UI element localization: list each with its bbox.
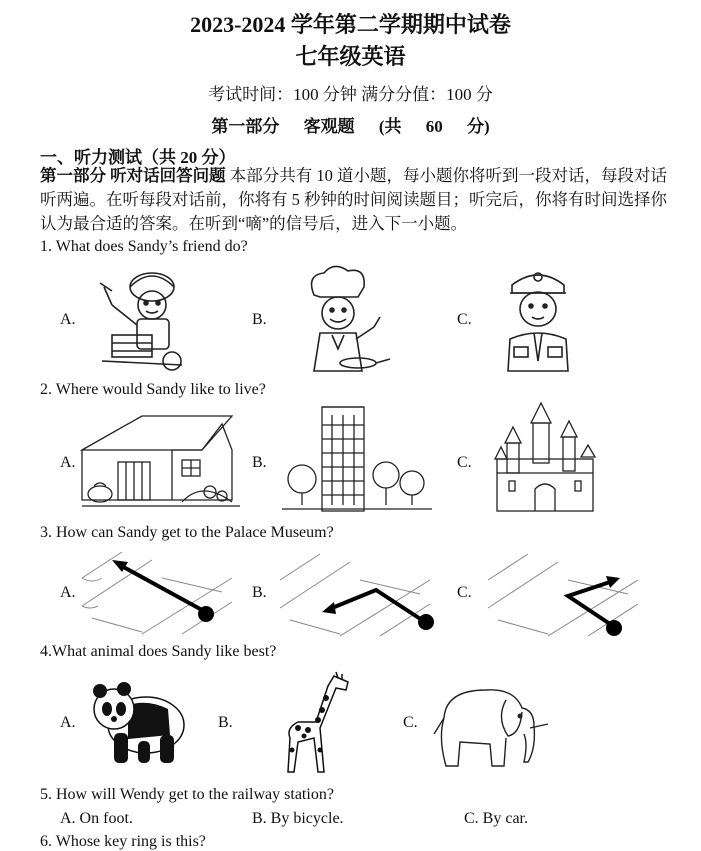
route-left-turn-picture — [280, 550, 435, 636]
question-2: 2. Where would Sandy like to live? — [40, 381, 266, 398]
instructions-text: 本部分共有 10 道小题，每小题你将听到一段对话，每段对话听两遍。在听每段对话前，你将有 5 秒钟的时间阅读题目；听完后，你将有时间选择你认为最合适的答案。在听到“嘀”的信号后，进入下一小题。 — [40, 166, 667, 233]
builder-picture — [82, 265, 202, 373]
question-4: 4.What animal does Sandy like best? — [40, 643, 277, 660]
part-score-open: (共 — [378, 117, 402, 136]
castle-picture — [495, 403, 595, 515]
q2-option-c[interactable]: C. — [457, 454, 472, 471]
q2-option-b[interactable]: B. — [252, 454, 267, 471]
exam-subtitle: 七年级英语 — [295, 44, 406, 69]
q2-option-a[interactable]: A. — [60, 454, 76, 471]
part-score-value: 60 — [425, 117, 443, 136]
sub-heading: 第一部分 听对话回答问题 — [40, 166, 226, 185]
part-score-close: 分) — [467, 117, 490, 136]
part-heading — [0, 112, 701, 137]
q3-option-b[interactable]: B. — [252, 584, 267, 601]
question-6: 6. Whose key ring is this? — [40, 833, 206, 850]
chef-picture — [292, 265, 392, 373]
q4-option-a[interactable]: A. — [60, 714, 76, 731]
question-5: 5. How will Wendy get to the railway station? — [40, 786, 334, 803]
route-right-turn-picture — [488, 550, 638, 640]
q5-option-b[interactable]: B. By bicycle. — [252, 810, 344, 827]
part-label: 第一部分 — [211, 117, 280, 136]
question-3: 3. How can Sandy get to the Palace Museum? — [40, 524, 334, 541]
route-straight-picture — [82, 548, 232, 634]
q4-option-c[interactable]: C. — [403, 714, 418, 731]
exam-title: 2023-2024 学年第二学期期中试卷 — [190, 12, 511, 37]
farmhouse-picture — [82, 410, 240, 510]
giraffe-picture — [268, 668, 358, 778]
part-name: 客观题 — [303, 117, 355, 136]
panda-picture — [88, 675, 188, 767]
q3-option-c[interactable]: C. — [457, 584, 472, 601]
elephant-picture — [430, 678, 552, 770]
q4-option-b[interactable]: B. — [218, 714, 233, 731]
police-officer-picture — [498, 265, 580, 373]
tower-building-picture — [282, 405, 432, 515]
q1-option-a[interactable]: A. — [60, 311, 76, 328]
q3-option-a[interactable]: A. — [60, 584, 76, 601]
q1-option-b[interactable]: B. — [252, 311, 267, 328]
q5-option-c[interactable]: C. By car. — [464, 810, 528, 827]
q1-option-c[interactable]: C. — [457, 311, 472, 328]
exam-info: 考试时间：100 分钟 满分分值：100 分 — [208, 85, 493, 104]
section-heading: 一、听力测试（共 20 分） — [40, 148, 236, 167]
instructions-paragraph — [40, 164, 672, 236]
q5-option-a[interactable]: A. On foot. — [60, 810, 133, 827]
question-1: 1. What does Sandy’s friend do? — [40, 238, 248, 255]
